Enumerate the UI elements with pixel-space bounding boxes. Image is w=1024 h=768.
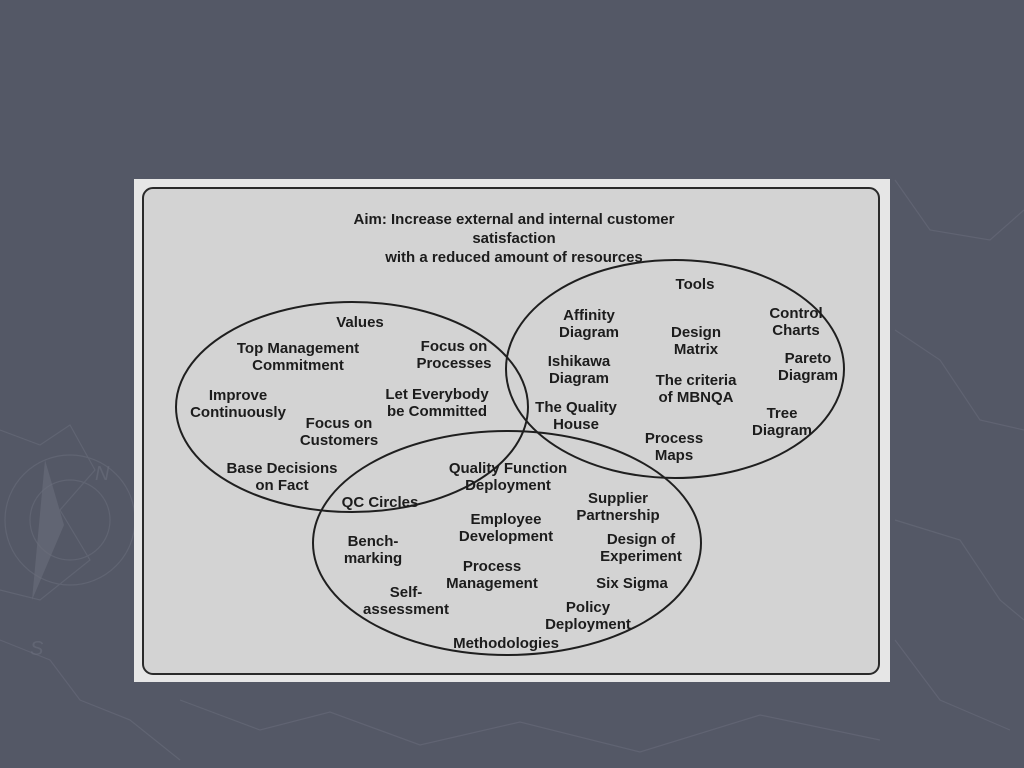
values-item: Let Everybody be Committed xyxy=(385,386,489,420)
methodologies-item: Six Sigma xyxy=(596,575,668,592)
values-item: Top Management Commitment xyxy=(236,340,360,374)
methodologies-item: Self- assessment xyxy=(363,584,449,618)
tools-item: Control Charts xyxy=(769,305,823,339)
compass-n-icon: N xyxy=(95,463,110,485)
tools-item: Ishikawa Diagram xyxy=(547,353,611,387)
tools-item: Design Matrix xyxy=(670,324,722,358)
methodologies-item: QC Circles xyxy=(341,494,419,511)
tools-item: The Quality House xyxy=(535,399,617,433)
methodologies-item: Process Management xyxy=(446,558,538,592)
methodologies-item: Employee Development xyxy=(458,511,554,545)
values-item: Improve Continuously xyxy=(190,387,286,421)
methodologies-item: Supplier Partnership xyxy=(576,490,660,524)
methodologies-item: Design of Experiment xyxy=(600,531,682,565)
methodologies-item: Quality Function Deployment xyxy=(448,460,568,494)
tools-item: Affinity Diagram xyxy=(558,307,620,341)
aim-title: Aim: Increase external and internal customer satisfaction with a reduced amount of resources xyxy=(353,211,675,266)
compass-s-icon: S xyxy=(30,638,44,660)
tools-item: The criteria of MBNQA xyxy=(655,372,737,406)
methodologies-heading: Methodologies xyxy=(453,635,559,652)
values-item: Focus on Customers xyxy=(299,415,379,449)
tools-heading: Tools xyxy=(675,276,715,293)
methodologies-item: Bench- marking xyxy=(343,533,403,567)
methodologies-item: Policy Deployment xyxy=(545,599,631,633)
values-heading: Values xyxy=(336,314,384,331)
tools-item: Tree Diagram xyxy=(751,405,813,439)
values-item: Base Decisions on Fact xyxy=(226,460,338,494)
tools-item: Pareto Diagram xyxy=(777,350,839,384)
diagram-scan xyxy=(134,179,890,682)
values-item: Focus on Processes xyxy=(416,338,492,372)
tools-item: Process Maps xyxy=(644,430,704,464)
